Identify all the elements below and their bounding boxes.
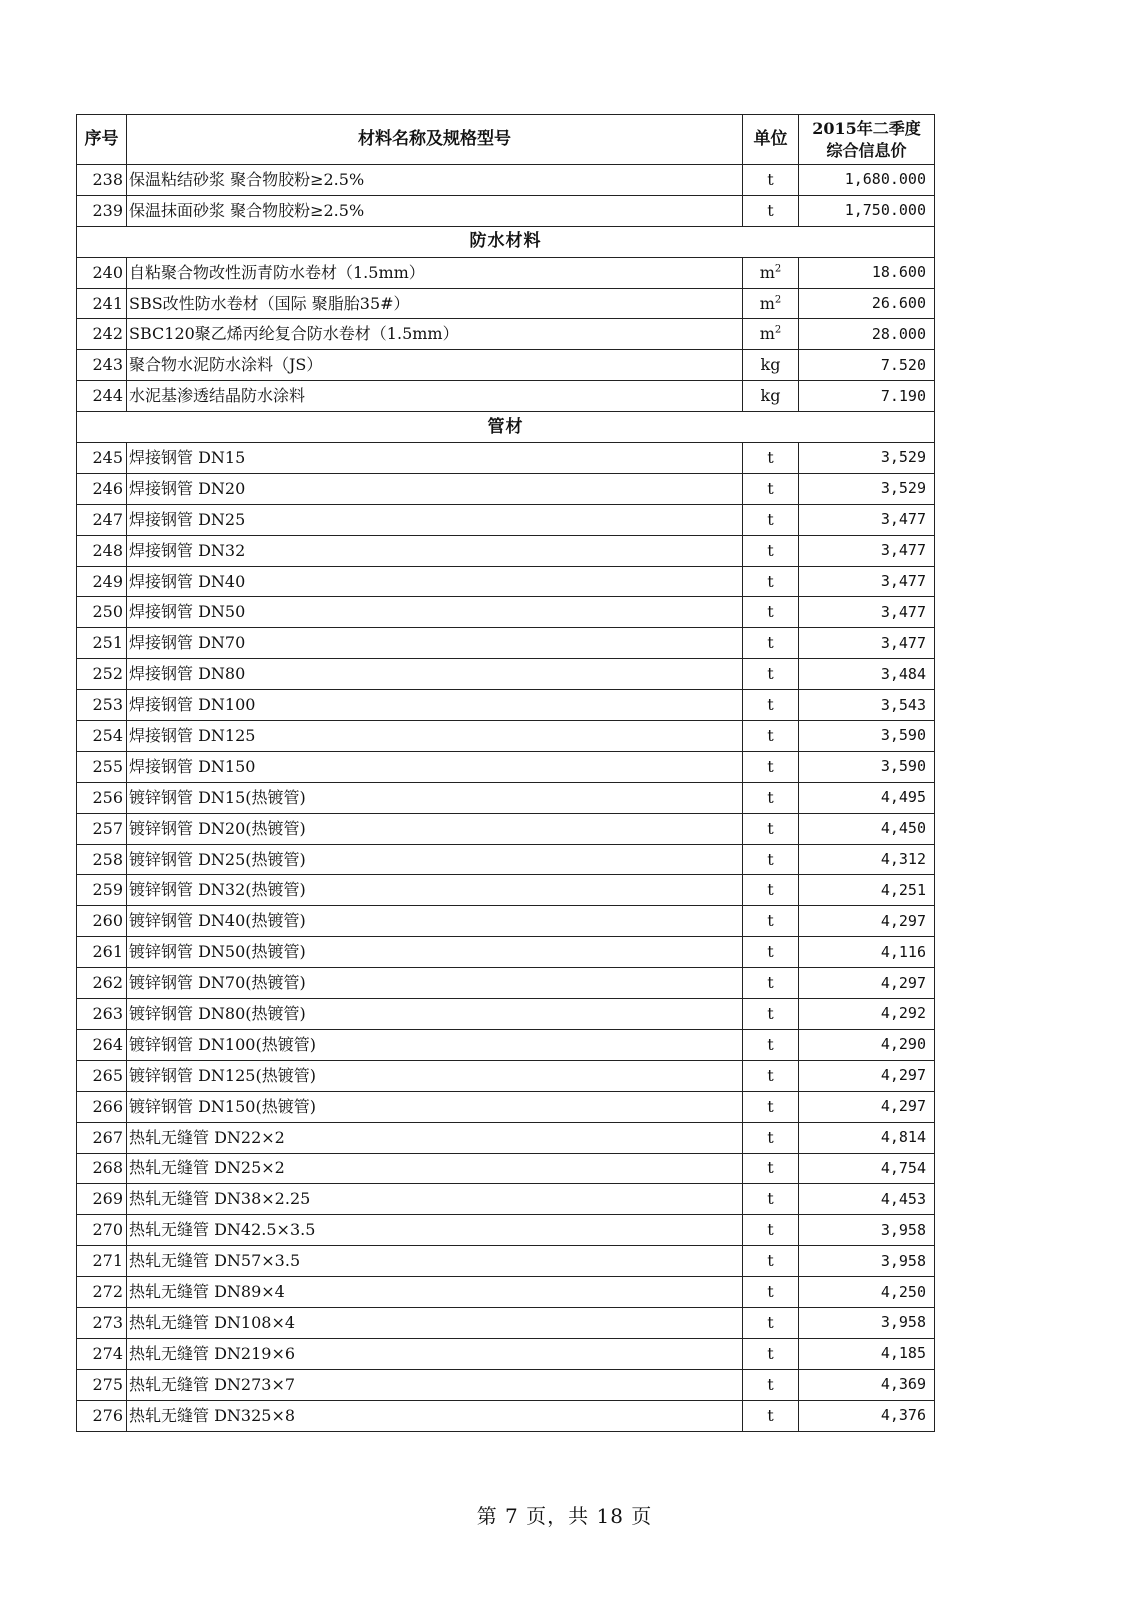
price: 4,754: [799, 1153, 935, 1184]
material-name: 焊接钢管 DN80: [127, 659, 743, 690]
price: 4,450: [799, 813, 935, 844]
table-row: [77, 381, 935, 412]
material-name: 焊接钢管 DN40: [127, 566, 743, 597]
price: 3,529: [799, 473, 935, 504]
table-row: [77, 350, 935, 381]
price: 3,477: [799, 535, 935, 566]
unit: t: [743, 535, 799, 566]
header-price-line1: 2015年二季度: [812, 118, 921, 138]
material-name: 热轧无缝管 DN108×4: [127, 1307, 743, 1338]
table-row: [77, 504, 935, 535]
price: 4,251: [799, 875, 935, 906]
material-name: 镀锌钢管 DN20(热镀管): [127, 813, 743, 844]
table-row: [77, 443, 935, 474]
unit: t: [743, 1060, 799, 1091]
section-row: [77, 412, 935, 443]
material-name: 镀锌钢管 DN50(热镀管): [127, 937, 743, 968]
price: 4,297: [799, 1060, 935, 1091]
price-table: [76, 114, 935, 1432]
price: 1,680.000: [799, 165, 935, 196]
table-row: [77, 1029, 935, 1060]
table-row: [77, 1184, 935, 1215]
material-name: 焊接钢管 DN32: [127, 535, 743, 566]
row-number: 275: [77, 1369, 127, 1400]
unit: t: [743, 906, 799, 937]
unit: t: [743, 473, 799, 504]
unit-superscript: 2: [774, 263, 782, 275]
table-row: [77, 257, 935, 288]
material-name: 热轧无缝管 DN273×7: [127, 1369, 743, 1400]
row-number: 262: [77, 968, 127, 999]
table-row: [77, 1246, 935, 1277]
unit: t: [743, 690, 799, 721]
unit: t: [743, 443, 799, 474]
header-no: 序号: [77, 115, 127, 165]
unit: t: [743, 1215, 799, 1246]
table-row: [77, 1153, 935, 1184]
price: 4,250: [799, 1277, 935, 1308]
row-number: 259: [77, 875, 127, 906]
unit: t: [743, 1277, 799, 1308]
section-title: 防水材料: [77, 226, 935, 257]
price: 28.000: [799, 319, 935, 350]
material-name: 焊接钢管 DN50: [127, 597, 743, 628]
table-row: [77, 1338, 935, 1369]
material-name: 热轧无缝管 DN38×2.25: [127, 1184, 743, 1215]
material-name: 镀锌钢管 DN150(热镀管): [127, 1091, 743, 1122]
table-row: [77, 165, 935, 196]
section-row: [77, 226, 935, 257]
table-row: [77, 597, 935, 628]
unit: t: [743, 504, 799, 535]
unit-base: m: [759, 293, 775, 313]
row-number: 248: [77, 535, 127, 566]
unit: t: [743, 721, 799, 752]
unit: kg: [743, 350, 799, 381]
price: 4,453: [799, 1184, 935, 1215]
table-row: [77, 937, 935, 968]
unit: t: [743, 1029, 799, 1060]
row-number: 266: [77, 1091, 127, 1122]
price: 4,116: [799, 937, 935, 968]
table-header-row: [77, 115, 935, 165]
row-number: 253: [77, 690, 127, 721]
table-row: [77, 566, 935, 597]
price: 4,495: [799, 782, 935, 813]
row-number: 258: [77, 844, 127, 875]
price: 1,750.000: [799, 195, 935, 226]
table-row: [77, 906, 935, 937]
price: 7.190: [799, 381, 935, 412]
unit: t: [743, 937, 799, 968]
unit: t: [743, 999, 799, 1030]
material-name: 镀锌钢管 DN32(热镀管): [127, 875, 743, 906]
material-name: 镀锌钢管 DN125(热镀管): [127, 1060, 743, 1091]
material-name: 热轧无缝管 DN325×8: [127, 1400, 743, 1431]
price: 4,297: [799, 968, 935, 999]
material-name: 热轧无缝管 DN57×3.5: [127, 1246, 743, 1277]
unit: [743, 288, 799, 319]
table-row: [77, 1215, 935, 1246]
header-unit: 单位: [743, 115, 799, 165]
unit: t: [743, 566, 799, 597]
table-row: [77, 751, 935, 782]
price: 3,590: [799, 751, 935, 782]
material-name: 镀锌钢管 DN25(热镀管): [127, 844, 743, 875]
price: 4,814: [799, 1122, 935, 1153]
price: 4,292: [799, 999, 935, 1030]
table-row: [77, 1091, 935, 1122]
price: 4,312: [799, 844, 935, 875]
row-number: 265: [77, 1060, 127, 1091]
row-number: 274: [77, 1338, 127, 1369]
unit: t: [743, 1400, 799, 1431]
material-name: 焊接钢管 DN100: [127, 690, 743, 721]
material-name: 镀锌钢管 DN70(热镀管): [127, 968, 743, 999]
header-price: [799, 115, 935, 165]
unit: [743, 257, 799, 288]
table-row: [77, 1122, 935, 1153]
unit-base: m: [759, 262, 775, 282]
unit: t: [743, 195, 799, 226]
price: 3,958: [799, 1307, 935, 1338]
row-number: 269: [77, 1184, 127, 1215]
row-number: 251: [77, 628, 127, 659]
row-number: 249: [77, 566, 127, 597]
table-row: [77, 288, 935, 319]
row-number: 246: [77, 473, 127, 504]
unit-superscript: 2: [774, 294, 782, 306]
table-row: [77, 968, 935, 999]
row-number: 257: [77, 813, 127, 844]
table-row: [77, 721, 935, 752]
row-number: 261: [77, 937, 127, 968]
price: 4,297: [799, 1091, 935, 1122]
unit: t: [743, 1091, 799, 1122]
row-number: 268: [77, 1153, 127, 1184]
row-number: 238: [77, 165, 127, 196]
material-name: 焊接钢管 DN25: [127, 504, 743, 535]
unit: t: [743, 1184, 799, 1215]
table-body: [77, 165, 935, 1432]
row-number: 276: [77, 1400, 127, 1431]
table-row: [77, 319, 935, 350]
material-name: 水泥基渗透结晶防水涂料: [127, 381, 743, 412]
price: 3,477: [799, 504, 935, 535]
row-number: 247: [77, 504, 127, 535]
material-name: 镀锌钢管 DN100(热镀管): [127, 1029, 743, 1060]
material-name: 焊接钢管 DN150: [127, 751, 743, 782]
row-number: 272: [77, 1277, 127, 1308]
material-name: 保温粘结砂浆 聚合物胶粉≥2.5%: [127, 165, 743, 196]
table-row: [77, 875, 935, 906]
price: 3,477: [799, 628, 935, 659]
price: 3,477: [799, 597, 935, 628]
price: 18.600: [799, 257, 935, 288]
unit-superscript: 2: [774, 325, 782, 337]
price: 4,290: [799, 1029, 935, 1060]
material-name: 镀锌钢管 DN40(热镀管): [127, 906, 743, 937]
material-name: 热轧无缝管 DN22×2: [127, 1122, 743, 1153]
price: 4,369: [799, 1369, 935, 1400]
table-row: [77, 1369, 935, 1400]
row-number: 254: [77, 721, 127, 752]
unit: t: [743, 813, 799, 844]
row-number: 267: [77, 1122, 127, 1153]
price: 3,590: [799, 721, 935, 752]
material-name: SBC120聚乙烯丙纶复合防水卷材（1.5mm）: [127, 319, 743, 350]
price: 3,484: [799, 659, 935, 690]
row-number: 243: [77, 350, 127, 381]
material-name: 自粘聚合物改性沥青防水卷材（1.5mm）: [127, 257, 743, 288]
unit: t: [743, 1369, 799, 1400]
unit: t: [743, 844, 799, 875]
unit: t: [743, 1246, 799, 1277]
material-name: SBS改性防水卷材（国际 聚脂胎35#）: [127, 288, 743, 319]
header-price-line2: 综合信息价: [826, 140, 907, 160]
price: 4,297: [799, 906, 935, 937]
row-number: 239: [77, 195, 127, 226]
unit: t: [743, 875, 799, 906]
material-name: 焊接钢管 DN125: [127, 721, 743, 752]
row-number: 271: [77, 1246, 127, 1277]
table-row: [77, 999, 935, 1030]
table-row: [77, 1060, 935, 1091]
unit: t: [743, 968, 799, 999]
unit: t: [743, 1122, 799, 1153]
row-number: 260: [77, 906, 127, 937]
price: 7.520: [799, 350, 935, 381]
unit: t: [743, 659, 799, 690]
unit: t: [743, 165, 799, 196]
price: 26.600: [799, 288, 935, 319]
table-row: [77, 844, 935, 875]
row-number: 255: [77, 751, 127, 782]
price: 3,958: [799, 1215, 935, 1246]
material-name: 聚合物水泥防水涂料（JS）: [127, 350, 743, 381]
row-number: 263: [77, 999, 127, 1030]
row-number: 240: [77, 257, 127, 288]
unit-base: m: [759, 324, 775, 344]
row-number: 242: [77, 319, 127, 350]
row-number: 270: [77, 1215, 127, 1246]
table-row: [77, 659, 935, 690]
row-number: 264: [77, 1029, 127, 1060]
price: 3,958: [799, 1246, 935, 1277]
table-row: [77, 628, 935, 659]
unit: [743, 319, 799, 350]
row-number: 273: [77, 1307, 127, 1338]
table-row: [77, 813, 935, 844]
material-name: 热轧无缝管 DN219×6: [127, 1338, 743, 1369]
material-name: 镀锌钢管 DN80(热镀管): [127, 999, 743, 1030]
row-number: 241: [77, 288, 127, 319]
unit: kg: [743, 381, 799, 412]
row-number: 244: [77, 381, 127, 412]
price: 3,477: [799, 566, 935, 597]
table-row: [77, 690, 935, 721]
table-row: [77, 195, 935, 226]
unit: t: [743, 597, 799, 628]
material-name: 焊接钢管 DN70: [127, 628, 743, 659]
price: 3,529: [799, 443, 935, 474]
unit: t: [743, 751, 799, 782]
row-number: 252: [77, 659, 127, 690]
unit: t: [743, 1307, 799, 1338]
material-name: 镀锌钢管 DN15(热镀管): [127, 782, 743, 813]
unit: t: [743, 782, 799, 813]
row-number: 245: [77, 443, 127, 474]
material-name: 热轧无缝管 DN25×2: [127, 1153, 743, 1184]
material-name: 热轧无缝管 DN89×4: [127, 1277, 743, 1308]
material-name: 焊接钢管 DN15: [127, 443, 743, 474]
table-row: [77, 1277, 935, 1308]
row-number: 256: [77, 782, 127, 813]
price: 4,376: [799, 1400, 935, 1431]
material-name: 热轧无缝管 DN42.5×3.5: [127, 1215, 743, 1246]
table-row: [77, 1400, 935, 1431]
material-name: 保温抹面砂浆 聚合物胶粉≥2.5%: [127, 195, 743, 226]
table-row: [77, 782, 935, 813]
price: 3,543: [799, 690, 935, 721]
page-footer: 第 7 页，共 18 页: [476, 1504, 653, 1528]
header-name: 材料名称及规格型号: [127, 115, 743, 165]
unit: t: [743, 1338, 799, 1369]
unit: t: [743, 1153, 799, 1184]
unit: t: [743, 628, 799, 659]
section-title: 管材: [77, 412, 935, 443]
table-row: [77, 535, 935, 566]
price: 4,185: [799, 1338, 935, 1369]
material-name: 焊接钢管 DN20: [127, 473, 743, 504]
row-number: 250: [77, 597, 127, 628]
table-row: [77, 1307, 935, 1338]
table-row: [77, 473, 935, 504]
